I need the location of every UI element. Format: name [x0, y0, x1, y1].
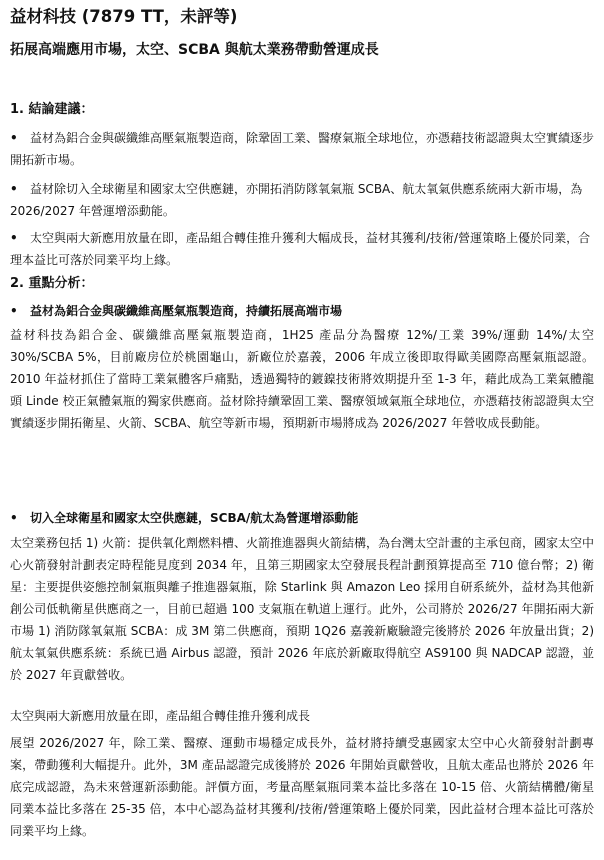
summary-bullet-text: 益材除切入全球衛星和國家太空供應鏈，亦開拓消防隊氧氣瓶 SCBA、航太氧氣供應系統兩大新市場，為 2026/2027 年營運增添動能。	[10, 182, 583, 218]
section2-heading: 2. 重點分析：	[10, 276, 94, 291]
bullet-dot-icon: •	[10, 511, 18, 525]
analysis-bullet-heading: 切入全球衛星和國家太空供應鏈，SCBA/航太為營運增添動能	[30, 511, 359, 525]
analysis-bullet-heading: 益材為鋁合金與碳纖維高壓氣瓶製造商，持續拓展高端市場	[30, 304, 343, 318]
analysis-subheading-3: 太空與兩大新應用放量在即，產品組合轉佳推升獲利成長	[10, 709, 311, 723]
analysis-bullet-1	[10, 300, 594, 322]
analysis-bullet-2	[10, 507, 594, 529]
analysis-paragraph-3: 展望 2026/2027 年，除工業、醫療、運動市場穩定成長外，益材將持續受惠國家太空中心火箭發射計劃專案，帶動獲利大幅提升。此外，3M 產品認證完成後將於 2026 年開始貢獻營收，且航太產品也將於 2026 年底完成認證，為未來營運新添動能。評價方面，考量高壓氣瓶同業本益比多落在 10-15 倍、火箭結構體/衛星同業本益比多落在 25-35 倍，本中心認為益材其獲利/技術/營運策略上優於同業，因此益材合理本益比可落於同業平均上緣。	[10, 736, 594, 838]
bullet-dot-icon: •	[10, 182, 18, 196]
analysis-paragraph-1: 益材科技為鋁合金、碳纖維高壓氣瓶製造商，1H25 產品分為醫療 12%/工業 39%/運動 14%/太空 30%/SCBA 5%，目前廠房位於桃園龜山，新廠位於嘉義，2006 年成立後即取得歐美國際高壓氣瓶認證。2010 年益材抓住了當時工業氣體客戶痛點，透過獨特的鍍鎳技術將效期提升至 1-3 年，藉此成為工業氣體龍頭 Linde 校正氣體氣瓶的獨家供應商。益材除持續鞏固工業、醫療領域氣瓶全球地位，亦憑藉技術認證與太空實績逐步開拓衛星、火箭、SCBA、航空等新市場，預期新市場將成為 2026/2027 年營收成長動能。	[10, 328, 594, 430]
bullet-dot-icon: •	[10, 131, 18, 145]
analysis-paragraph-2: 太空業務包括 1) 火箭：提供氧化劑燃料槽、火箭推進器與火箭結構，為台灣太空計畫的主承包商，國家太空中心火箭發射計劃表定時程能見度到 2034 年，且第三期國家太空發展長程計劃預算提高至 710 億台幣；2) 衛星：主要提供姿態控制氣瓶與離子推進器氣瓶，除 Starlink 與 Amazon Leo 採用自研系統外，益材為其他新創公司低軌衛星供應商之一，目前已超過 100 支氣瓶在軌道上運行。此外，公司將於 2026/27 年開拓兩大新市場 1) 消防隊氧氣瓶 SCBA：成 3M 第二供應商，預期 1Q26 嘉義新廠驗證完後將於 2026 年放量出貨；2) 航太氧氣供應系統：系統已過 Airbus 認證，預計 2026 年底於新廠取得航空 AS9100 與 NADCAP 認證，並於 2027 年貢獻營收。	[10, 536, 594, 682]
bullet-dot-icon: •	[10, 304, 18, 318]
report-subtitle: 拓展高端應用市場，太空、SCBA 與航太業務帶動營運成長	[10, 42, 379, 58]
summary-bullet-3	[10, 227, 594, 271]
summary-bullet-text: 太空與兩大新應用放量在即，產品組合轉佳推升獲利大幅成長，益材其獲利/技術/營運策略上優於同業，合理本益比可落於同業平均上緣。	[10, 231, 591, 267]
bullet-dot-icon: •	[10, 231, 18, 245]
summary-bullet-2	[10, 178, 594, 222]
summary-bullet-text: 益材為鋁合金與碳纖維高壓氣瓶製造商，除鞏固工業、醫療氣瓶全球地位，亦憑藉技術認證與太空實績逐步開拓新市場。	[10, 131, 595, 167]
section1-heading: 1. 結論建議：	[10, 102, 94, 117]
report-title: 益材科技 (7879 TT，未評等)	[10, 7, 238, 26]
summary-bullet-1	[10, 127, 594, 171]
